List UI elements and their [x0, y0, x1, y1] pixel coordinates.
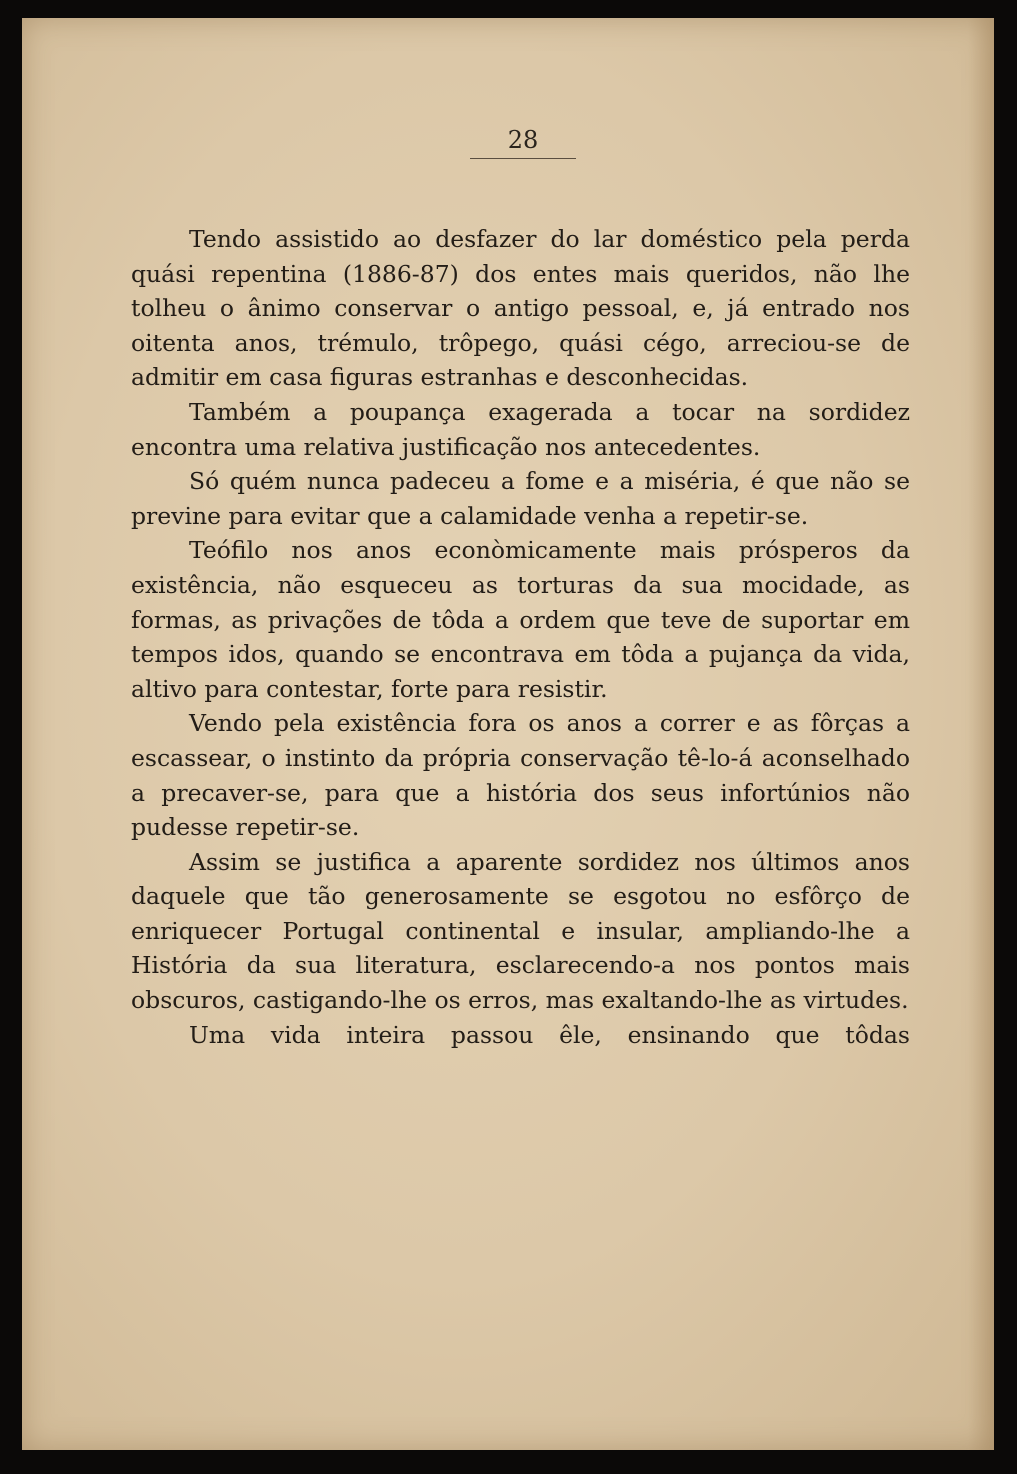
paragraph-5: Vendo pela existência fora os anos a correr e as fôrças a escassear, o instinto da própria conservação tê-lo-á aconselhado a precaver-se, para que a história dos seus infortúnios não pudesse repetir-se. — [131, 709, 910, 842]
paragraph-4: Teófilo nos anos econòmicamente mais prósperos da existência, não esqueceu as torturas da sua mocidade, as formas, as privações de tôda a ordem que teve de suportar em tempos idos, quando se encontrava em tôda a pujança da vida, altivo para contestar, forte para resistir. — [131, 536, 910, 703]
paragraph-1: Tendo assistido ao desfazer do lar doméstico pela perda quási repentina (1886-87) dos entes mais queridos, não lhe tolheu o ânimo conservar o antigo pessoal, e, já entrado nos oitenta anos, trémulo, trôpego, quási cégo, arreciou-se de admitir em casa figuras estranhas e desconhecidas. — [131, 225, 910, 392]
page-number: 28 — [470, 126, 576, 159]
paragraph-2: Também a poupança exagerada a tocar na sordidez encontra uma relativa justificação nos antecedentes. — [131, 397, 910, 461]
paragraph-6: Assim se justifica a aparente sordidez nos últimos anos daquele que tão generosamente se esgotou no esfôrço de enriquecer Portugal continental e insular, ampliando-lhe a História da sua literatura, esclarecendo-a nos pontos mais obscuros, castigando-lhe os erros, mas exaltando-lhe as virtudes. — [131, 847, 910, 1015]
paragraph-7: Uma vida inteira passou êle, ensinando que tôdas — [189, 1020, 910, 1049]
body-text — [131, 222, 910, 1052]
page-edge-shadow — [968, 18, 994, 1450]
paragraph-3: Só quém nunca padeceu a fome e a miséria, é que não se previne para evitar que a calamidade venha a repetir-se. — [131, 467, 910, 530]
